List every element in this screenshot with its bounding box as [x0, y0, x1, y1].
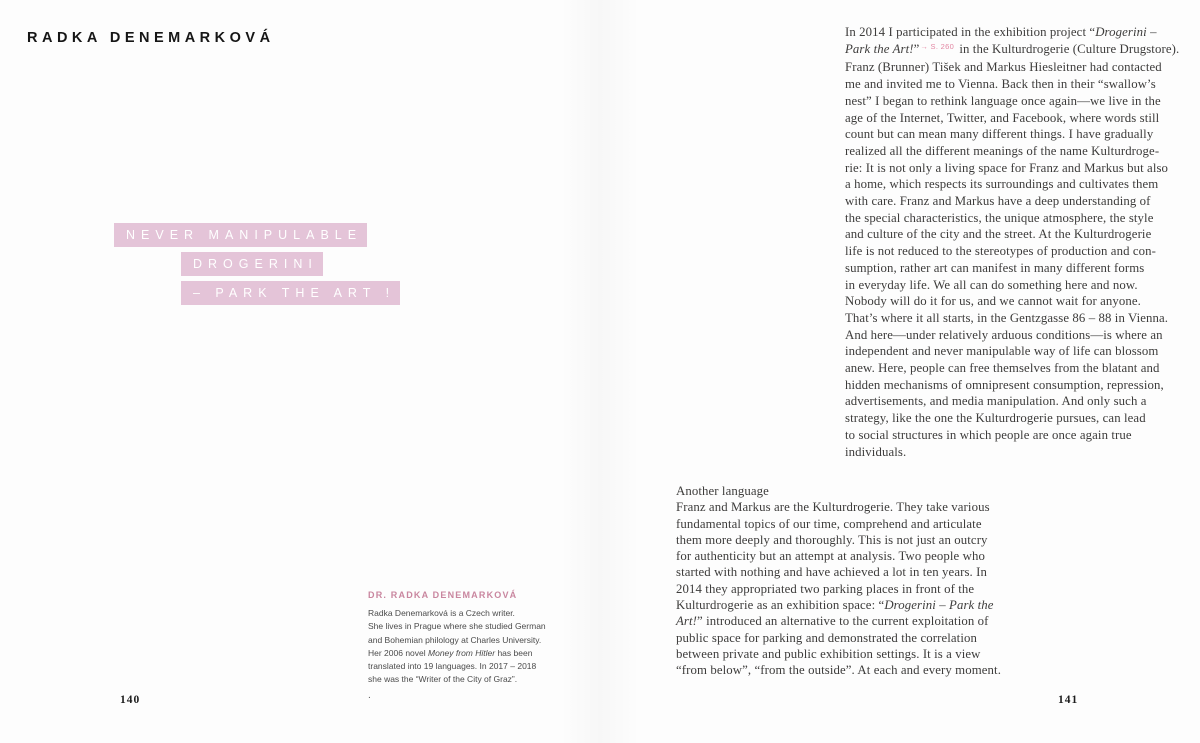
text-segment: Nobody will do it for us, and we cannot wait for anyone. [845, 294, 1141, 309]
text-line [845, 126, 1179, 143]
text-segment: in everyday life. We all can do something here and now. [845, 277, 1138, 292]
author-bio [368, 590, 546, 687]
text-line [676, 532, 1001, 548]
text-segment: Another language [676, 484, 769, 498]
text-line [368, 647, 546, 660]
text-segment: to social structures in which people are once again true [845, 427, 1132, 442]
text-line [845, 24, 1179, 41]
text-line [676, 646, 1001, 662]
text-line [676, 499, 1001, 515]
text-segment: she was the “Writer of the City of Graz”. [368, 674, 518, 685]
footnote-mark: . [368, 690, 371, 701]
text-line [676, 613, 1001, 629]
text-line [845, 226, 1179, 243]
page-number-left: 140 [120, 694, 141, 706]
text-line [845, 427, 1179, 444]
text-line [845, 160, 1179, 177]
text-segment: anew. Here, people can free themselves from the blatant and [845, 361, 1160, 376]
text-segment: count but can mean many different things. I have gradually [845, 127, 1154, 142]
text-segment: rie: It is not only a living space for Franz and Markus but also [845, 160, 1169, 175]
text-segment: between private and public exhibition settings. It is a view [676, 646, 981, 661]
text-segment: individuals. [845, 444, 907, 459]
text-line [845, 293, 1179, 310]
text-line [676, 564, 1001, 580]
text-segment: translated into 19 languages. In 2017 – 2018 [368, 661, 537, 672]
text-line [845, 343, 1179, 360]
text-segment: 2014 they appropriated two parking places in front of the [676, 581, 975, 596]
text-segment: She lives in Prague where she studied German [368, 621, 546, 632]
text-line [845, 176, 1179, 193]
page-title: RADKA DENEMARKOVÁ [27, 30, 275, 46]
text-segment: Art! [676, 614, 698, 629]
text-segment: In 2014 I participated in the exhibition project “ [845, 25, 1096, 39]
text-segment: fundamental topics of our time, comprehend and articulate [676, 516, 982, 531]
text-line [845, 377, 1179, 394]
text-line [676, 548, 1001, 564]
text-line [845, 193, 1179, 210]
text-segment: Drogerini – Park the [884, 598, 994, 613]
spine-fold [560, 0, 640, 743]
text-line [368, 607, 546, 620]
text-line [676, 597, 1001, 613]
text-line [845, 360, 1179, 377]
text-segment: Franz (Brunner) Tišek and Markus Hiesleitner had contacted [845, 60, 1162, 75]
page-reference: → S. 260 [920, 41, 955, 51]
text-segment: Radka Denemarková is a Czech writer. [368, 608, 515, 618]
page-number-right: 141 [1058, 694, 1079, 706]
text-line [845, 59, 1179, 76]
text-segment: ” introduced an alternative to the current exploitation of [697, 614, 989, 629]
text-segment: advertisements, and media manipulation. And only such a [845, 394, 1147, 409]
text-line [676, 483, 1001, 499]
text-segment: nest” I began to rethink language once again—we live in the [845, 93, 1161, 108]
text-line [845, 143, 1179, 160]
bio-heading: DR. RADKA DENEMARKOVÁ [368, 590, 518, 600]
text-segment: strategy, like the one the Kulturdrogerie pursues, can lead [845, 411, 1146, 426]
text-segment: hidden mechanisms of omnipresent consumption, repression, [845, 377, 1164, 392]
text-line [368, 620, 546, 633]
text-line [368, 660, 546, 673]
text-segment: public space for parking and demonstrated the correlation [676, 630, 977, 645]
text-segment: and culture of the city and the street. At the Kulturdrogerie [845, 227, 1152, 242]
text-segment: Drogerini – [1095, 25, 1157, 39]
text-segment: life is not reduced to the stereotypes of production and con- [845, 244, 1157, 259]
text-line [368, 634, 546, 647]
text-line [676, 630, 1001, 646]
text-segment: me and invited me to Vienna. Back then in their “swallow’s [845, 77, 1156, 92]
text-segment: with care. Franz and Markus have a deep understanding of [845, 194, 1151, 209]
highlight-block: NEVER MANIPULABLE [114, 223, 367, 247]
text-line [845, 260, 1179, 277]
text-segment: a home, which respects its surroundings and cultivates them [845, 177, 1159, 192]
text-line [845, 210, 1179, 227]
text-line [845, 41, 1179, 60]
text-segment: Her 2006 novel [368, 647, 429, 658]
text-segment: and Bohemian philology at Charles University. [368, 634, 542, 645]
text-line [845, 444, 1179, 461]
text-line [845, 327, 1179, 344]
text-segment: “from below”, “from the outside”. At each and every moment. [676, 663, 1001, 678]
text-line [845, 277, 1179, 294]
text-segment: And here—under relatively arduous conditions—is where an [845, 327, 1163, 342]
text-line [676, 516, 1001, 532]
text-line [845, 243, 1179, 260]
text-line [845, 93, 1179, 110]
text-line [676, 581, 1001, 597]
text-segment: Money from Hitler [428, 647, 496, 658]
text-line [676, 662, 1001, 678]
text-segment: independent and never manipulable way of life can blossom [845, 344, 1159, 359]
text-line [845, 310, 1179, 327]
body-paragraph-2 [676, 483, 1001, 679]
text-segment: That’s where it all starts, in the Gentzgasse 86 – 88 in Vienna. [845, 310, 1169, 325]
text-segment: Park the Art! [845, 41, 914, 56]
highlight-block: – PARK THE ART ! [181, 281, 400, 305]
text-segment: has been [495, 647, 533, 658]
text-segment: Kulturdrogerie as an exhibition space: “ [676, 598, 885, 613]
text-segment: in the Kulturdrogerie (Culture Drugstore). [956, 41, 1180, 56]
text-segment: sumption, rather art can manifest in many different forms [845, 260, 1145, 275]
text-segment: realized all the different meanings of the name Kulturdroge- [845, 143, 1160, 158]
text-line [845, 410, 1179, 427]
text-segment: for authenticity but an attempt at analysis. Two people who [676, 549, 985, 564]
text-segment: age of the Internet, Twitter, and Facebook, where words still [845, 110, 1160, 125]
highlight-block: DROGERINI [181, 252, 323, 276]
text-line [845, 110, 1179, 127]
bio-text [368, 607, 546, 687]
text-segment: started with nothing and have achieved a lot in ten years. In [676, 565, 987, 580]
text-segment: ” [913, 41, 920, 56]
text-segment: them more deeply and thoroughly. This is not just an outcry [676, 532, 988, 547]
text-line [368, 673, 546, 686]
text-segment: Franz and Markus are the Kulturdrogerie. They take various [676, 500, 990, 515]
text-line [845, 393, 1179, 410]
text-segment: the special characteristics, the unique atmosphere, the style [845, 210, 1154, 225]
text-line [845, 76, 1179, 93]
body-paragraph-1 [845, 24, 1179, 460]
